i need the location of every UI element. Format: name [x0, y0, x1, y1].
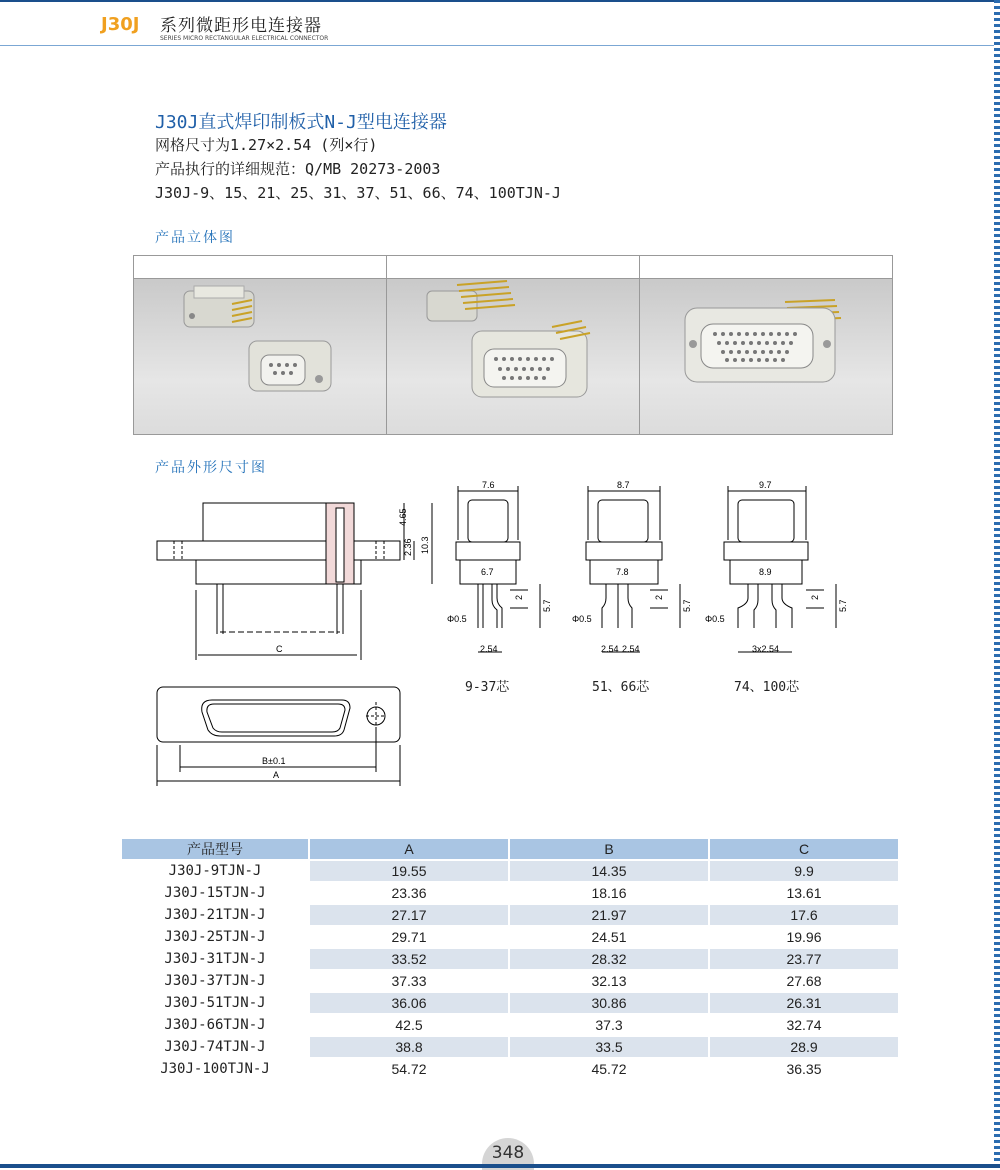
v1-mid: 6.7 [481, 567, 494, 577]
cell-a: 19.55 [309, 860, 509, 882]
cell-c: 23.77 [709, 948, 898, 970]
dim-465: 4.65 [398, 508, 408, 526]
cell-model: J30J-15TJN-J [122, 882, 309, 904]
table-row [122, 1058, 898, 1079]
v3-d2: 5.7 [838, 599, 848, 612]
table-header-row [122, 839, 898, 860]
header-subtitle: SERIES MICRO RECTANGULAR ELECTRICAL CONNECTOR [160, 35, 329, 42]
cell-b: 33.5 [509, 1036, 709, 1058]
cell-a: 29.71 [309, 926, 509, 948]
table-row [122, 948, 898, 970]
cell-b: 45.72 [509, 1058, 709, 1079]
v3-pitch: 3x2.54 [752, 644, 780, 654]
v3-d1: 2 [810, 594, 820, 600]
cell-b: 21.97 [509, 904, 709, 926]
drawing-section-label: 产品外形尺寸图 [155, 460, 267, 476]
product-photo-3 [640, 256, 892, 434]
v1-top: 7.6 [482, 480, 495, 490]
cell-b: 28.32 [509, 948, 709, 970]
header-b: B [509, 839, 709, 860]
page-number: 348 [491, 1143, 525, 1163]
cell-model: J30J-74TJN-J [122, 1036, 309, 1058]
cell-a: 33.52 [309, 948, 509, 970]
cell-a: 36.06 [309, 992, 509, 1014]
table-row [122, 992, 898, 1014]
v3-mid: 8.9 [759, 567, 772, 577]
cell-model: J30J-37TJN-J [122, 970, 309, 992]
header-a: A [309, 839, 509, 860]
cell-c: 36.35 [709, 1058, 898, 1079]
section-title: J30J直式焊印制板式N-J型电连接器 [155, 112, 447, 133]
v2-pitch2: 2.54 [622, 644, 640, 654]
caption-51-66: 51、66芯 [592, 680, 650, 695]
spec-text: 产品执行的详细规范：Q/MB 20273-2003 [155, 160, 441, 178]
table-row [122, 970, 898, 992]
cell-b: 18.16 [509, 882, 709, 904]
v3-pin: Φ0.5 [705, 614, 725, 624]
v3-top: 9.7 [759, 480, 772, 490]
table-row [122, 1014, 898, 1036]
cell-c: 32.74 [709, 1014, 898, 1036]
caption-9-37: 9-37芯 [465, 680, 510, 695]
bottom-border [0, 1164, 1000, 1168]
table-row [122, 860, 898, 882]
cell-a: 27.17 [309, 904, 509, 926]
dim-b: B±0.1 [262, 756, 286, 766]
product-photo-1 [134, 256, 387, 434]
dim-103: 10.3 [420, 536, 430, 554]
photo-section-label: 产品立体图 [155, 230, 235, 246]
v2-pin: Φ0.5 [572, 614, 592, 624]
header-brand: J30J [101, 14, 140, 35]
v1-pin: Φ0.5 [447, 614, 467, 624]
cell-c: 13.61 [709, 882, 898, 904]
v2-d2: 5.7 [682, 599, 692, 612]
dimension-drawings [0, 470, 1000, 800]
table-row [122, 904, 898, 926]
cell-a: 54.72 [309, 1058, 509, 1079]
cell-model: J30J-25TJN-J [122, 926, 309, 948]
v1-d1: 2 [514, 594, 524, 600]
cell-b: 30.86 [509, 992, 709, 1014]
cell-model: J30J-21TJN-J [122, 904, 309, 926]
cell-c: 28.9 [709, 1036, 898, 1058]
dim-a: A [273, 770, 280, 780]
cell-a: 37.33 [309, 970, 509, 992]
cell-a: 23.36 [309, 882, 509, 904]
v2-d1: 2 [654, 594, 664, 600]
cell-model: J30J-66TJN-J [122, 1014, 309, 1036]
v2-pitch: 2.54 [601, 644, 619, 654]
header-rule [0, 45, 994, 46]
v2-top: 8.7 [617, 480, 630, 490]
v1-pitch: 2.54 [480, 644, 498, 654]
cell-b: 37.3 [509, 1014, 709, 1036]
cell-model: J30J-100TJN-J [122, 1058, 309, 1079]
v2-mid: 7.8 [616, 567, 629, 577]
cell-model: J30J-51TJN-J [122, 992, 309, 1014]
cell-b: 14.35 [509, 860, 709, 882]
header-c: C [709, 839, 898, 860]
cell-c: 27.68 [709, 970, 898, 992]
table-row [122, 926, 898, 948]
table-row [122, 1036, 898, 1058]
v1-d2: 5.7 [542, 599, 552, 612]
spec-table [122, 839, 898, 1079]
header-title: 系列微距形电连接器 [160, 16, 322, 36]
cell-c: 9.9 [709, 860, 898, 882]
cell-b: 32.13 [509, 970, 709, 992]
cell-c: 17.6 [709, 904, 898, 926]
top-border [0, 0, 1000, 2]
cell-a: 38.8 [309, 1036, 509, 1058]
product-photos [133, 255, 893, 435]
table-row [122, 882, 898, 904]
header-model: 产品型号 [122, 839, 309, 860]
cell-c: 19.96 [709, 926, 898, 948]
cell-a: 42.5 [309, 1014, 509, 1036]
caption-74-100: 74、100芯 [734, 680, 800, 695]
dim-236: 2.36 [403, 538, 413, 556]
cell-model: J30J-9TJN-J [122, 860, 309, 882]
cell-b: 24.51 [509, 926, 709, 948]
grid-size-text: 网格尺寸为1.27×2.54 (列×行) [155, 136, 378, 154]
product-photo-2 [387, 256, 640, 434]
cell-c: 26.31 [709, 992, 898, 1014]
models-text: J30J-9、15、21、25、31、37、51、66、74、100TJN-J [155, 184, 561, 202]
dim-c: C [276, 644, 283, 654]
cell-model: J30J-31TJN-J [122, 948, 309, 970]
